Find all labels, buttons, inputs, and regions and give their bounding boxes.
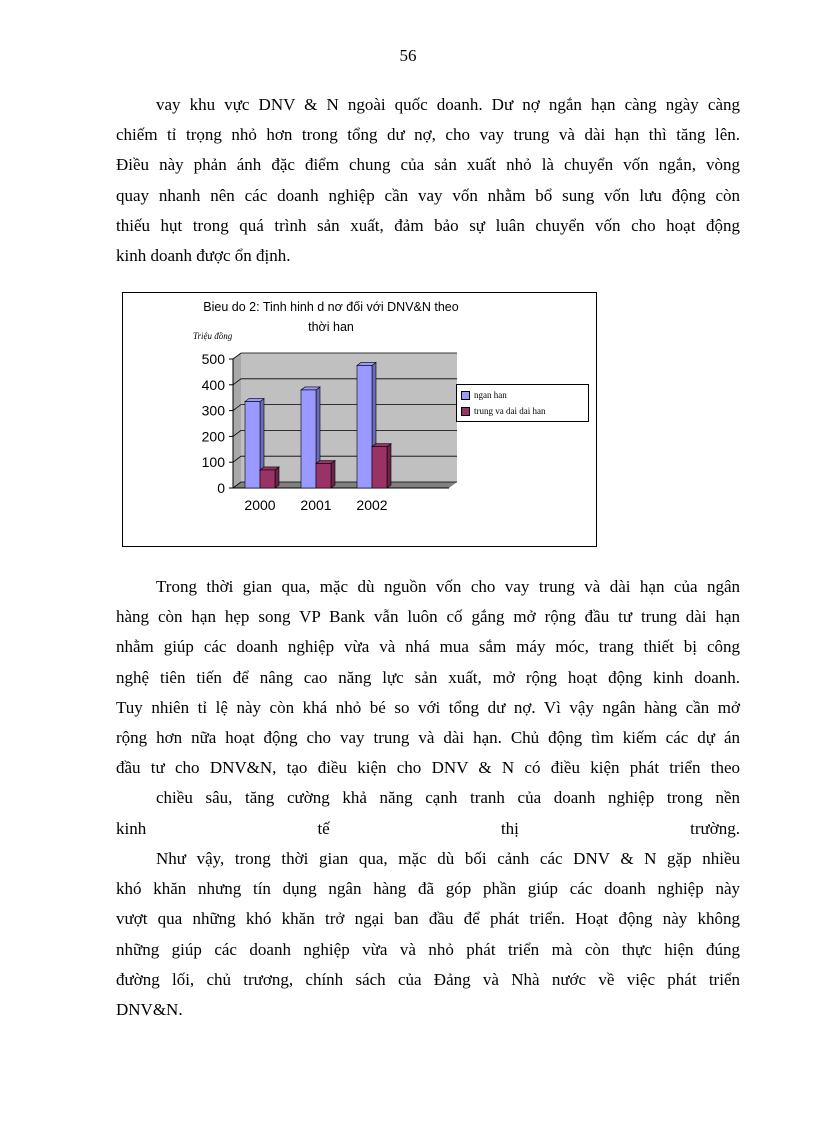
chart-frame <box>122 292 597 547</box>
paragraph-2-line: nghệ tiên tiến để nâng cao năng lực sản xuất, mở rộng hoạt động kinh doanh. <box>116 667 740 687</box>
paragraph-2-last-line <box>116 814 740 844</box>
paragraph-3 <box>116 844 740 1025</box>
x-tick-label: 2002 <box>356 497 388 513</box>
paragraph-2-line: đầu tư cho DNV&N, tạo điều kiện cho DNV & N có điều kiện phát triển theo <box>116 758 740 778</box>
bar <box>316 463 331 488</box>
paragraph-2-word: trường. <box>690 818 740 838</box>
y-tick-label: 100 <box>201 454 225 471</box>
chart-title-line-2: thời han <box>308 320 354 334</box>
paragraph-3-line: những giúp các doanh nghiệp vừa và nhỏ phát triển mà còn thực hiện đúng <box>116 939 740 959</box>
paragraph-3-line: vượt qua những khó khăn trở ngại ban đầu để phát triển. Hoạt động này không <box>116 909 740 929</box>
paragraph-2-word: thị <box>500 818 519 838</box>
paragraph-2-line: Tuy nhiên tỉ lệ này còn khá nhỏ bé so với tổng dư nợ. Vì vậy ngân hàng cần mở <box>116 697 740 717</box>
paragraph-2-word: tế <box>317 818 330 838</box>
x-tick-label: 2000 <box>244 497 276 513</box>
paragraph-2-line: nhằm giúp các doanh nghiệp vừa và nhá mua sắm máy móc, trang thiết bị công <box>116 637 740 657</box>
bar-side <box>331 460 335 488</box>
legend-item-ngan-han <box>461 388 507 402</box>
y-tick-label: 300 <box>201 402 225 419</box>
legend-label-ngan-han: ngan han <box>474 390 507 400</box>
chart-legend <box>456 384 589 422</box>
bar-side <box>387 444 391 488</box>
legend-swatch-trung-dai-han <box>461 407 470 416</box>
paragraph-3-line: DNV&N. <box>116 999 183 1019</box>
paragraph-1-line: chiếm tỉ trọng nhỏ hơn trong tổng dư nợ, cho vay trung và dài hạn thì tăng lên. <box>116 125 740 145</box>
y-tick-label: 0 <box>217 480 225 496</box>
bar <box>245 402 260 488</box>
paragraph-2-line: hàng còn hạn hẹp song VP Bank vẫn luôn cố gắng mở rộng đầu tư trung dài hạn <box>116 607 740 627</box>
y-tick-label: 500 <box>201 351 225 367</box>
x-tick-label: 2001 <box>300 497 332 513</box>
legend-item-trung-dai-han <box>461 404 545 418</box>
y-axis-unit-label: Triệu đồng <box>193 331 233 341</box>
y-tick-label: 400 <box>201 376 225 393</box>
legend-label-trung-dai-han: trung va dai dai han <box>474 406 546 416</box>
bar <box>372 447 387 488</box>
chart-title-line-1: Bieu do 2: Tinh hinh d nơ đối với DNV&N theo <box>203 300 459 314</box>
bar <box>357 365 372 488</box>
paragraph-2-line: Trong thời gian qua, mặc dù nguồn vốn cho vay trung và dài hạn của ngân <box>156 577 740 596</box>
paragraph-1-line: vay khu vực DNV & N ngoài quốc doanh. Dư nợ ngắn hạn càng ngày càng <box>156 95 740 114</box>
paragraph-2-word: kinh <box>116 818 147 838</box>
y-tick-label: 200 <box>201 428 225 445</box>
plot-side-wall <box>233 353 241 488</box>
paragraph-3-line: khó khăn nhưng tín dụng ngân hàng đã góp phần giúp các doanh nghiệp này <box>116 879 740 899</box>
paragraph-2-line: rộng hơn nữa hoạt động cho vay trung và dài hạn. Chủ động tìm kiếm các dự án <box>116 727 740 747</box>
bar <box>301 390 316 488</box>
paragraph-1-line: kinh doanh được ổn định. <box>116 245 291 265</box>
page-number: 56 <box>399 46 417 65</box>
paragraph-1-line: thiếu hụt trong quá trình sản xuất, đảm bảo sự luân chuyển vốn cho hoạt động <box>116 215 740 235</box>
bar <box>260 470 275 488</box>
paragraph-3-line: đường lối, chủ trương, chính sách của Đảng và Nhà nước về việc phát triển <box>116 969 740 989</box>
legend-swatch-ngan-han <box>461 391 470 400</box>
paragraph-2-line: chiều sâu, tăng cường khả năng cạnh tranh của doanh nghiệp trong nền <box>156 788 740 808</box>
plot-back-wall <box>241 353 457 482</box>
bar-side <box>275 467 279 488</box>
paragraph-3-line: Như vậy, trong thời gian qua, mặc dù bối cảnh các DNV & N gặp nhiều <box>156 849 740 868</box>
paragraph-2 <box>116 572 740 844</box>
paragraph-1 <box>116 90 740 271</box>
paragraph-1-line: Điều này phản ánh đặc điểm chung của sản xuất nhỏ là chuyển vốn ngắn, vòng <box>116 155 740 175</box>
paragraph-1-line: quay nhanh nên các doanh nghiệp cần vay vốn nhằm bổ sung vốn lưu động còn <box>116 185 740 205</box>
